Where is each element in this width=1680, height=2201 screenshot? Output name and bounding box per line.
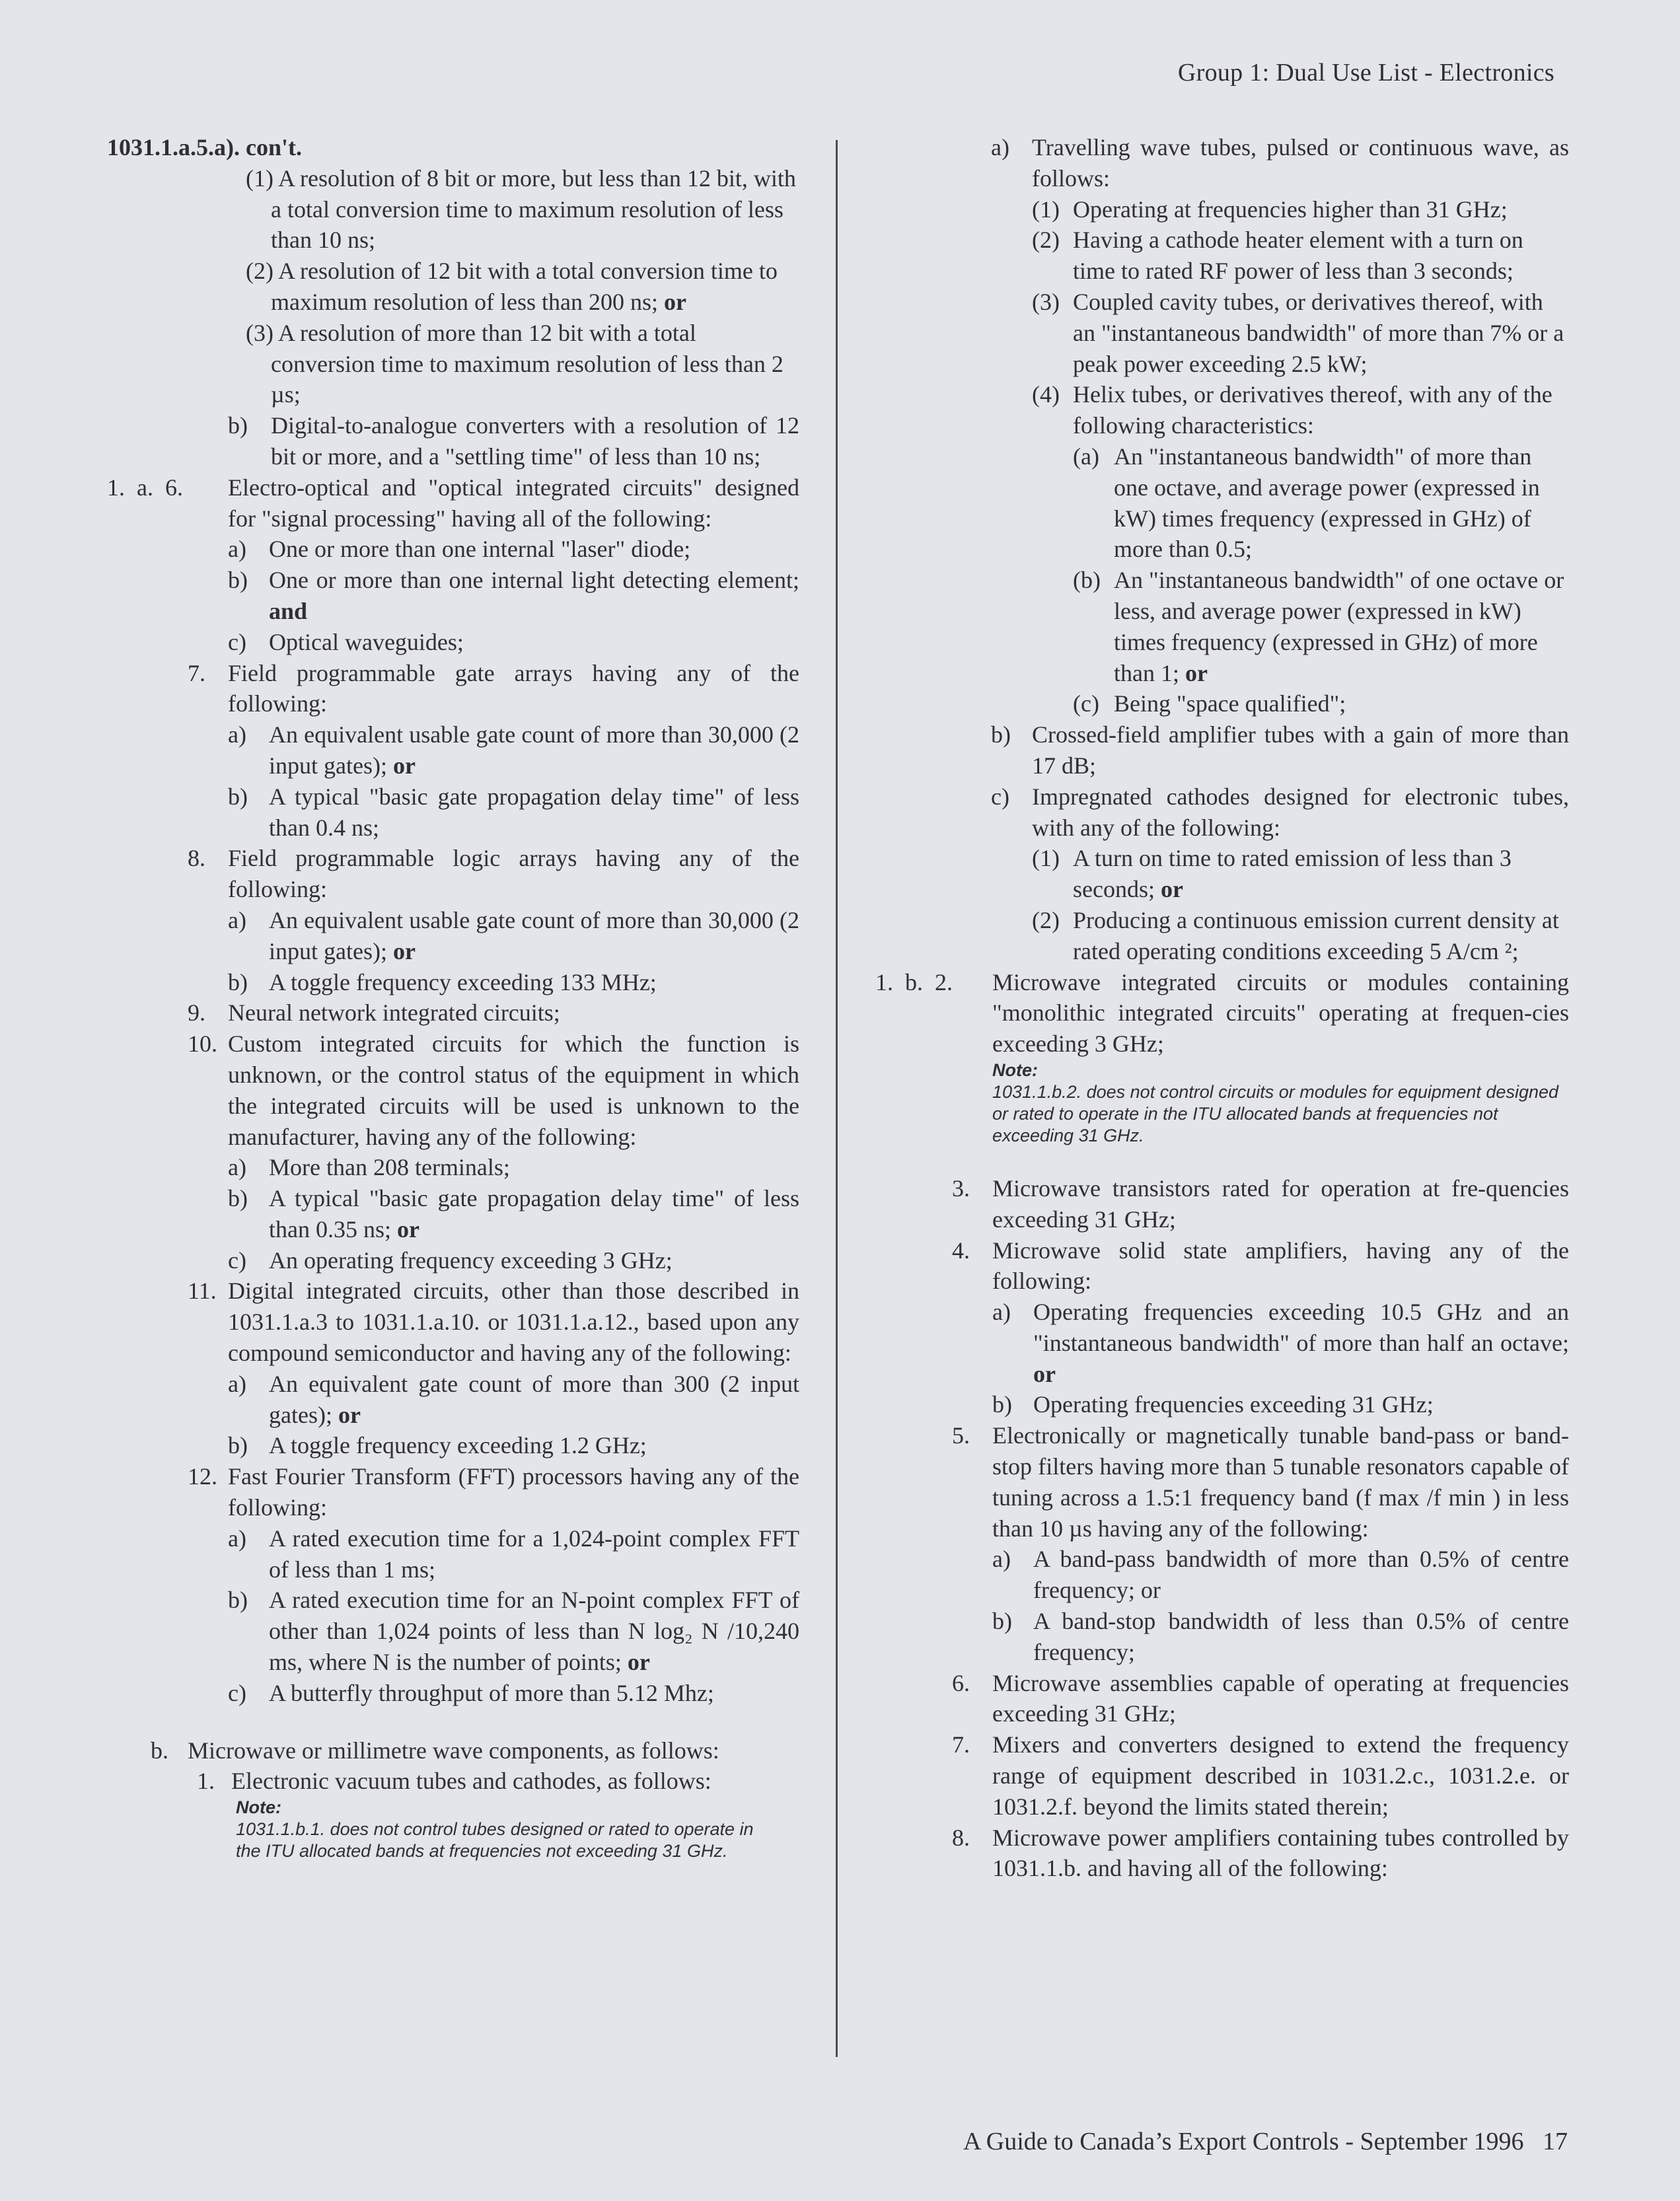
- item-text: Electro-optical and "optical integrated circuits" designed for "signal processing" having all of the following:: [228, 474, 799, 532]
- list-item: [875, 843, 1569, 905]
- item-text: An "instantaneous bandwidth" of more than one octave, and average power (expressed in kW) times frequency (expressed in GHz) of more than 0.5;: [1114, 443, 1540, 563]
- list-item: [875, 719, 1569, 781]
- list-item: [107, 1028, 799, 1152]
- item-marker: c): [228, 628, 246, 655]
- item-marker: b): [228, 968, 248, 995]
- connector-or: or: [392, 752, 416, 779]
- item-marker: 1. a. 6.: [107, 474, 183, 501]
- item-text: Operating frequencies exceeding 31 GHz;: [1033, 1391, 1434, 1418]
- item-marker: c): [991, 783, 1009, 810]
- note-text: 1031.1.b.1. does not control tubes designed or rated to operate in the ITU allocated bands at frequencies not exceeding 31 GHz.: [236, 1819, 754, 1861]
- item-text: Microwave solid state amplifiers, having any of the following:: [992, 1237, 1569, 1295]
- item-text: Field programmable logic arrays having any of the following:: [228, 845, 799, 903]
- item-text: Coupled cavity tubes, or derivatives thereof, with an "instantaneous bandwidth" of more than 7% or a peak power exceeding 2.5 kW;: [1073, 288, 1564, 377]
- item-text: Microwave power amplifiers containing tubes controlled by 1031.1.b. and having all of the following:: [992, 1824, 1569, 1882]
- item-text: An equivalent usable gate count of more than 30,000 (2 input gates);: [269, 721, 799, 779]
- list-item: [107, 1735, 799, 1766]
- item-marker: a): [992, 1299, 1011, 1326]
- item-marker: 1. b. 2.: [875, 968, 953, 995]
- item-text: An equivalent usable gate count of more than 30,000 (2 input gates);: [269, 906, 799, 964]
- connector-or: or: [627, 1649, 650, 1676]
- item-text: More than 208 terminals;: [269, 1154, 510, 1181]
- item-text: Microwave or millimetre wave components, as follows:: [188, 1737, 719, 1764]
- connector-or: or: [663, 288, 686, 315]
- item-text: An "instantaneous bandwidth" of one octave or less, and average power (expressed in kW) times frequency (expressed in GHz) of more than 1;: [1114, 567, 1564, 686]
- connector-or: or: [338, 1401, 361, 1428]
- connector-or: or: [397, 1215, 420, 1243]
- list-item: [875, 1173, 1569, 1235]
- item-marker: 5.: [952, 1422, 970, 1449]
- item-marker: (c): [1073, 690, 1099, 717]
- item-marker: (2): [1032, 227, 1060, 254]
- item-text: One or more than one internal "laser" diode;: [269, 536, 691, 563]
- item-text: (2) A resolution of 12 bit with a total conversion time to maximum resolution of less than 200 ns;: [246, 258, 778, 315]
- connector-or: or: [1185, 659, 1208, 686]
- item-text: Electronic vacuum tubes and cathodes, as follows:: [231, 1768, 712, 1795]
- item-marker: 11.: [188, 1278, 217, 1305]
- item-text: A rated execution time for an N-point complex FFT of other than 1,024 points of less than N log₂ N /10,240 ms, where N is the number of points;: [269, 1587, 799, 1676]
- item-text: (1) A resolution of 8 bit or more, but less than 12 bit, with a total conversion time to maximum resolution of less than 10 ns;: [246, 164, 796, 254]
- list-item: [875, 1297, 1569, 1389]
- list-item: [107, 256, 799, 318]
- item-text: Fast Fourier Transform (FFT) processors having any of the following:: [228, 1463, 799, 1521]
- list-item: [875, 781, 1569, 844]
- item-marker: 4.: [952, 1237, 970, 1264]
- item-marker: (3): [1032, 288, 1060, 315]
- item-marker: a): [991, 134, 1009, 161]
- item-text: Travelling wave tubes, pulsed or continuous wave, as follows:: [1032, 134, 1569, 192]
- item-text: Having a cathode heater element with a turn on time to rated RF power of less than 3 seconds;: [1073, 227, 1523, 285]
- item-marker: 8.: [952, 1824, 970, 1851]
- left-column: [107, 132, 799, 1862]
- list-item: [875, 194, 1569, 225]
- list-item: [107, 1585, 799, 1677]
- connector-or: or: [1033, 1360, 1056, 1387]
- page-number: 17: [1543, 2128, 1568, 2155]
- item-text: A butterfly throughput of more than 5.12 Mhz;: [269, 1679, 714, 1706]
- item-marker: 8.: [188, 845, 205, 872]
- item-text: Microwave assemblies capable of operating at frequencies exceeding 31 GHz;: [992, 1669, 1569, 1727]
- item-marker: (1): [1032, 845, 1060, 872]
- item-marker: (2): [1032, 906, 1060, 933]
- continuation-heading: 1031.1.a.5.a). con't.: [107, 134, 302, 161]
- item-marker: a): [228, 536, 246, 563]
- list-item: [107, 1766, 799, 1797]
- list-item: [107, 1152, 799, 1183]
- item-marker: 3.: [952, 1174, 970, 1202]
- item-marker: c): [228, 1246, 246, 1274]
- item-marker: 1.: [197, 1768, 215, 1795]
- list-item: [107, 1523, 799, 1585]
- item-marker: 7.: [952, 1731, 970, 1758]
- item-text: An operating frequency exceeding 3 GHz;: [269, 1246, 673, 1274]
- item-marker: b): [228, 783, 248, 810]
- item-marker: a): [228, 1525, 246, 1552]
- list-item: [107, 781, 799, 844]
- list-item: [107, 719, 799, 781]
- item-marker: b): [228, 1587, 248, 1614]
- item-text: Optical waveguides;: [269, 628, 464, 655]
- item-marker: b): [992, 1608, 1012, 1635]
- connector-or: or: [392, 937, 416, 964]
- item-marker: 6.: [952, 1669, 970, 1696]
- item-text: Microwave integrated circuits or modules containing "monolithic integrated circuits" operating at frequen-cies exceeding 3 GHz;: [992, 968, 1569, 1058]
- list-item: [107, 318, 799, 410]
- list-item: [875, 1235, 1569, 1297]
- item-marker: a): [228, 721, 246, 748]
- list-item: [107, 1245, 799, 1276]
- list-item: [107, 843, 799, 905]
- item-marker: a): [992, 1546, 1011, 1573]
- item-text: Digital-to-analogue converters with a resolution of 12 bit or more, and a "settling time" of less than 10 ns;: [271, 412, 799, 470]
- list-item: [107, 658, 799, 720]
- list-item: [875, 1389, 1569, 1420]
- item-marker: b): [228, 412, 248, 439]
- item-text: Field programmable gate arrays having any of the following:: [228, 659, 799, 717]
- item-text: Being "space qualified";: [1114, 690, 1346, 717]
- connector-or: or: [1160, 876, 1183, 903]
- list-item: [875, 225, 1569, 287]
- item-text: A toggle frequency exceeding 133 MHz;: [269, 968, 657, 995]
- note: [875, 1060, 1569, 1147]
- item-marker: c): [228, 1679, 246, 1706]
- list-item: [875, 905, 1569, 967]
- note-text: 1031.1.b.2. does not control circuits or modules for equipment designed or rated to operate in the ITU allocated bands at frequencies not exceeding 31 GHz.: [992, 1081, 1559, 1145]
- list-item: [107, 163, 799, 256]
- list-item: [107, 534, 799, 565]
- item-text: A band-stop bandwidth of less than 0.5% of centre frequency;: [1033, 1608, 1569, 1665]
- item-marker: a): [228, 1154, 246, 1181]
- item-text: A rated execution time for a 1,024-point complex FFT of less than 1 ms;: [269, 1525, 799, 1583]
- list-item: [875, 967, 1569, 1060]
- item-text: Producing a continuous emission current density at rated operating conditions exceeding 5 A/cm ²;: [1073, 906, 1559, 964]
- list-item: [107, 565, 799, 627]
- item-marker: b): [228, 1185, 248, 1212]
- connector-and: and: [269, 597, 308, 624]
- item-text: A toggle frequency exceeding 1.2 GHz;: [269, 1432, 647, 1459]
- item-text: A turn on time to rated emission of less than 3 seconds;: [1073, 845, 1512, 903]
- item-text: Mixers and converters designed to extend the frequency range of equipment described in 1031.2.c., 1031.2.e. or 1031.2.f. beyond the limits stated therein;: [992, 1731, 1569, 1820]
- list-item: [875, 565, 1569, 688]
- list-item: [107, 1678, 799, 1709]
- item-marker: b): [991, 721, 1011, 748]
- list-item: [875, 1822, 1569, 1885]
- item-marker: 10.: [188, 1030, 217, 1058]
- item-marker: 12.: [188, 1463, 217, 1490]
- list-item: [107, 967, 799, 998]
- note: [107, 1797, 799, 1862]
- item-text: Impregnated cathodes designed for electronic tubes, with any of the following:: [1032, 783, 1569, 841]
- list-item: [107, 472, 799, 534]
- note-label: Note:: [992, 1060, 1038, 1080]
- item-marker: b): [992, 1391, 1012, 1418]
- item-text: Digital integrated circuits, other than those described in 1031.1.a.3 to 1031.1.a.10. or 1031.1.a.12., based upon any compound semiconductor and having any of the following:: [228, 1278, 799, 1367]
- list-item: [875, 287, 1569, 379]
- item-marker: (b): [1073, 567, 1101, 594]
- item-text: An equivalent gate count of more than 300 (2 input gates);: [269, 1370, 799, 1428]
- list-item: [107, 1276, 799, 1368]
- list-item: [875, 379, 1569, 441]
- item-marker: 9.: [188, 999, 205, 1027]
- page-footer: [963, 2127, 1568, 2156]
- item-text: A typical "basic gate propagation delay time" of less than 0.35 ns;: [269, 1185, 799, 1243]
- list-item: [875, 1420, 1569, 1544]
- item-marker: b): [228, 567, 248, 594]
- list-item: [107, 1369, 799, 1431]
- item-text: Electronically or magnetically tunable band-pass or band-stop filters having more than 5 tunable resonators capable of tuning across a 1.5:1 frequency band (f max /f min ) in less than 10 µs having any of the following:: [992, 1422, 1569, 1542]
- item-marker: b): [228, 1432, 248, 1459]
- note-label: Note:: [236, 1797, 281, 1818]
- list-item: [107, 997, 799, 1028]
- list-item: [107, 1461, 799, 1523]
- list-item: [875, 688, 1569, 719]
- list-item: [107, 410, 799, 472]
- item-marker: (4): [1032, 381, 1060, 408]
- item-text: Crossed-field amplifier tubes with a gain of more than 17 dB;: [1032, 721, 1569, 779]
- item-text: A typical "basic gate propagation delay time" of less than 0.4 ns;: [269, 783, 799, 841]
- item-text: Custom integrated circuits for which the function is unknown, or the control status of the equipment in which the integrated circuits will be used is unknown to the manufacturer, having any of the following:: [228, 1030, 799, 1150]
- column-divider: [836, 140, 838, 2057]
- running-header: Group 1: Dual Use List - Electronics: [1177, 59, 1554, 87]
- item-marker: a): [228, 1370, 246, 1397]
- item-marker: (1): [1032, 196, 1060, 223]
- item-text: Operating frequencies exceeding 10.5 GHz and an "instantaneous bandwidth" of more than half an octave;: [1033, 1299, 1569, 1356]
- item-marker: (a): [1073, 443, 1099, 470]
- item-text: Helix tubes, or derivatives thereof, with any of the following characteristics:: [1073, 381, 1552, 439]
- list-item: [107, 627, 799, 658]
- footer-title: A Guide to Canada’s Export Controls - September 1996: [963, 2128, 1524, 2155]
- item-text: Neural network integrated circuits;: [228, 999, 560, 1027]
- item-marker: a): [228, 906, 246, 933]
- item-text: One or more than one internal light detecting element;: [269, 567, 799, 594]
- item-marker: 7.: [188, 659, 205, 686]
- list-item: [875, 1544, 1569, 1606]
- list-item: [875, 441, 1569, 565]
- item-text: Microwave transistors rated for operation at fre-quencies exceeding 31 GHz;: [992, 1174, 1569, 1233]
- right-column: [875, 132, 1569, 1884]
- item-marker: b.: [151, 1737, 168, 1764]
- item-text: (3) A resolution of more than 12 bit with a total conversion time to maximum resolution of less than 2 µs;: [246, 319, 784, 408]
- list-item: [875, 1729, 1569, 1822]
- item-text: A band-pass bandwidth of more than 0.5% of centre frequency; or: [1033, 1546, 1569, 1604]
- list-item: [875, 1668, 1569, 1730]
- item-text: Operating at frequencies higher than 31 GHz;: [1073, 196, 1508, 223]
- list-item: [107, 1183, 799, 1245]
- list-item: [875, 132, 1569, 194]
- list-item: [875, 1606, 1569, 1668]
- list-item: [107, 1430, 799, 1461]
- list-item: [107, 905, 799, 967]
